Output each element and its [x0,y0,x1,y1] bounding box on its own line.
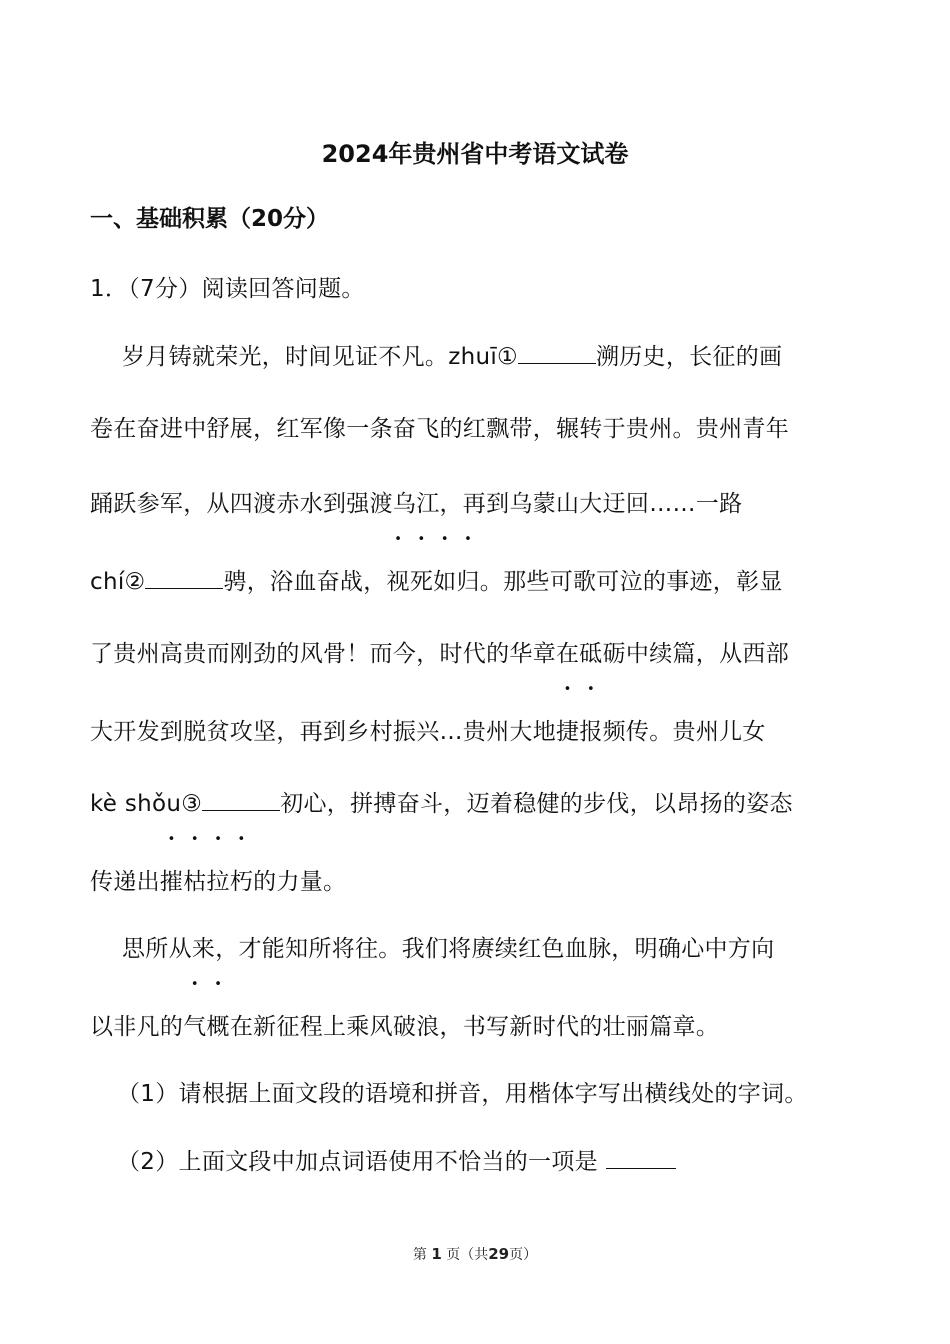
passage-text: 的力量。 [253,869,347,895]
dotted-char: 拉 [206,869,230,895]
passage-line-3: 踊跃参军，从四渡赤水到强渡乌江，再到乌蒙山大迂回……一路 [90,491,743,517]
passage-text: 。那些可歌可泣的事迹，彰显 [479,569,783,595]
answer-blank-3 [202,791,280,811]
passage-line-9: 思所从来，才能知所将往。我们将赓续红色血脉，明确心中方向 [122,936,775,962]
dotted-char: 朽 [229,869,254,895]
section-heading: 一、基础积累（20分） [90,206,330,232]
passage-line-7 [90,785,793,818]
dotted-char: 摧 [159,869,184,895]
passage-text: 以非凡的 [90,1014,184,1040]
passage-line-8 [90,863,346,896]
passage-line-1 [122,338,782,371]
passage-text: 溯历史，长征的画 [595,344,783,370]
dotted-char: 气 [183,1014,207,1040]
page-title: 2024年贵州省中考语文试卷 [321,140,629,168]
passage-text: 骋，浴血奋战， [223,569,387,595]
sub-question-1: （1）请根据上面文段的语境和拼音，用楷体字写出横线处的字词。 [117,1081,808,1107]
answer-blank-2 [145,569,223,589]
answer-blank-1 [518,344,596,364]
footer-suffix: 页） [509,1247,538,1263]
page-number: 1 [431,1245,442,1263]
dotted-char: 捷 [556,719,580,745]
answer-blank-4 [606,1149,676,1169]
passage-text: kè shǒu③ [90,791,203,817]
dotted-char: 报 [579,719,603,745]
dotted-char: 死 [409,569,434,595]
footer-prefix: 第 [412,1247,427,1263]
sub-question-2 [117,1143,676,1176]
passage-text: 大开发到脱贫攻坚，再到乡村振兴…贵州大地 [90,719,556,745]
passage-line-2: 卷在奋进中舒展，红军像一条奋飞的红飘带，辗转于贵州。贵州青年 [90,416,789,442]
footer-middle: 页（共 [446,1247,489,1263]
page-footer [0,1244,950,1264]
dotted-char: 如 [433,569,457,595]
dotted-char: 概 [206,1014,230,1040]
dotted-char: 枯 [183,869,207,895]
passage-text: 在新征程上乘风破浪，书写新时代的壮丽篇章。 [229,1014,720,1040]
passage-text: chí② [90,569,146,595]
question-1-heading: 1．（7分）阅读回答问题。 [90,276,365,302]
passage-text: 岁月铸就荣光，时间见证不凡。zhuī① [122,344,518,370]
dotted-char: 视 [386,569,410,595]
passage-line-5: 了贵州高贵而刚劲的风骨！而今，时代的华章在砥砺中续篇，从西部 [90,641,789,667]
total-pages: 29 [488,1245,510,1263]
sub-question-2-text: （2）上面文段中加点词语使用不恰当的一项是 [117,1149,598,1175]
passage-text: 频传。贵州儿女 [602,719,766,745]
passage-text: 初心，拼搏奋斗，迈着稳健的步伐，以昂扬的姿态 [280,791,793,817]
dotted-char: 归 [456,569,480,595]
passage-line-10 [90,1008,719,1041]
passage-line-4 [90,563,783,596]
passage-text: 传递出 [90,869,160,895]
passage-line-6 [90,713,766,746]
